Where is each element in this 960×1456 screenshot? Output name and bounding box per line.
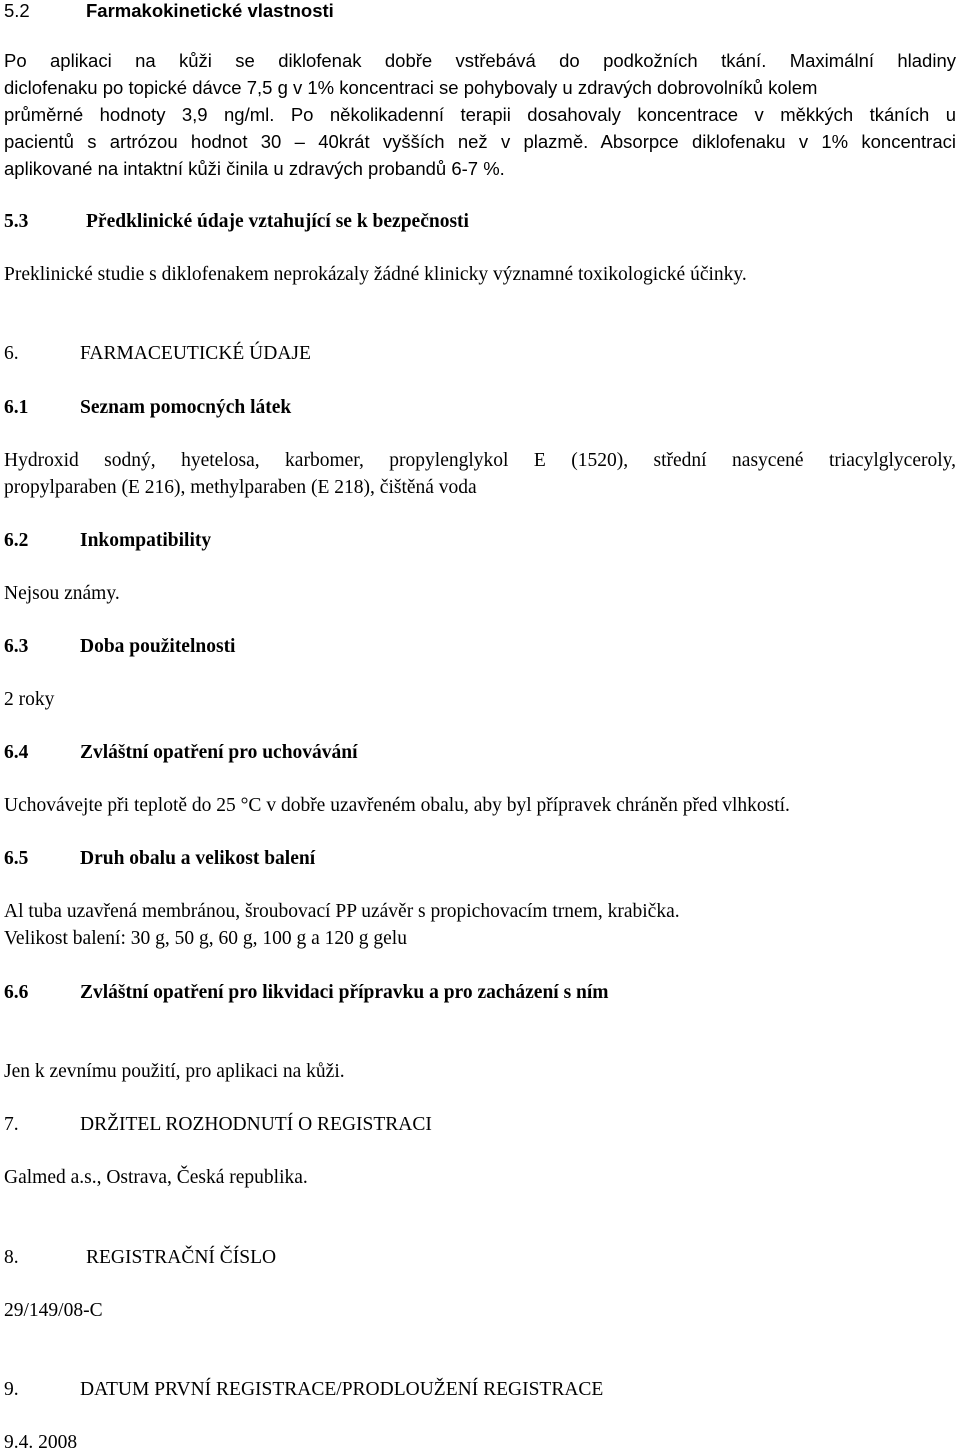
section-title: DRŽITEL ROZHODNUTÍ O REGISTRACI [80,1114,432,1135]
section-title: Farmakokinetické vlastnosti [86,0,334,21]
paragraph-line: 29/149/08-C [4,1300,103,1321]
section-number: 7. [4,1114,19,1135]
section-title: Zvláštní opatření pro likvidaci přípravku a pro zacházení s ním [80,982,609,1003]
section-number: 8. [4,1247,19,1268]
paragraph-line: 9.4. 2008 [4,1432,78,1453]
section-heading-5-2 [4,0,334,24]
paragraph-line: propylparaben (E 216), methylparaben (E 218), čištěná voda [4,477,477,498]
section-number: 6.1 [4,397,29,418]
section-heading-5-3 [4,209,469,235]
paragraph-line: Uchovávejte při teplotě do 25 °C v dobře uzavřeném obalu, aby byl přípravek chráněn před vlhkostí. [4,795,790,816]
section-number: 5.3 [4,211,29,232]
section-number: 9. [4,1379,19,1400]
paragraph-line: diclofenaku po topické dávce 7,5 g v 1% koncentraci se pohybovaly u zdravých dobrovolníků kolem [4,77,818,98]
paragraph-line: Al tuba uzavřená membránou, šroubovací PP uzávěr s propichovacím trnem, krabička. [4,901,680,922]
section-title: Inkompatibility [80,530,212,551]
section-title: REGISTRAČNÍ ČÍSLO [86,1247,277,1268]
section-heading-8 [4,1245,276,1271]
paragraph-line: Nejsou známy. [4,583,120,604]
section-title: FARMACEUTICKÉ ÚDAJE [80,343,311,364]
paragraph-line: Galmed a.s., Ostrava, Česká republika. [4,1167,308,1188]
paragraph-line: Velikost balení: 30 g, 50 g, 60 g, 100 g a 120 g gelu [4,928,407,949]
section-heading-7 [4,1112,432,1138]
section-number: 6.6 [4,982,29,1003]
section-heading-6-4 [4,740,358,766]
section-title: Doba použitelnosti [80,636,236,657]
paragraph-line: 2 roky [4,689,55,710]
section-title: Zvláštní opatření pro uchovávání [80,742,358,763]
section-heading-6-3 [4,634,235,660]
paragraph-line: průměrné hodnoty 3,9 ng/ml. Po několikadenní terapii dosahovaly koncentrace v měkkých tkáních u [4,104,956,125]
section-heading-6-1 [4,395,291,421]
section-number: 6.2 [4,530,29,551]
section-number: 6. [4,343,19,364]
section-number: 6.5 [4,848,29,869]
paragraph-line: Jen k zevnímu použití, pro aplikaci na kůži. [4,1061,345,1082]
paragraph-line: pacientů s artrózou hodnot 30 – 40krát vyšších než v plazmě. Absorpce diklofenaku v 1% koncentraci [4,131,956,152]
section-number: 5.2 [4,0,30,21]
paragraph-line: Preklinické studie s diklofenakem neprokázaly žádné klinicky významné toxikologické účinky. [4,264,747,285]
paragraph-line: aplikované na intaktní kůži činila u zdravých probandů 6-7 %. [4,158,505,179]
section-heading-6-6 [4,980,609,1006]
section-heading-6 [4,341,311,367]
section-number: 6.3 [4,636,29,657]
section-title: Druh obalu a velikost balení [80,848,316,869]
section-title: DATUM PRVNÍ REGISTRACE/PRODLOUŽENÍ REGISTRACE [80,1379,604,1400]
section-heading-9 [4,1377,603,1403]
section-heading-6-2 [4,528,211,554]
paragraph-line: Hydroxid sodný, hyetelosa, karbomer, propylenglykol E (1520), střední nasycené triacylglyceroly, [4,450,956,471]
section-heading-6-5 [4,846,315,872]
paragraph-line: Po aplikaci na kůži se diklofenak dobře vstřebává do podkožních tkání. Maximální hladiny [4,50,956,71]
section-title: Předklinické údaje vztahující se k bezpečnosti [86,211,469,232]
section-title: Seznam pomocných látek [80,397,292,418]
section-number: 6.4 [4,742,29,763]
